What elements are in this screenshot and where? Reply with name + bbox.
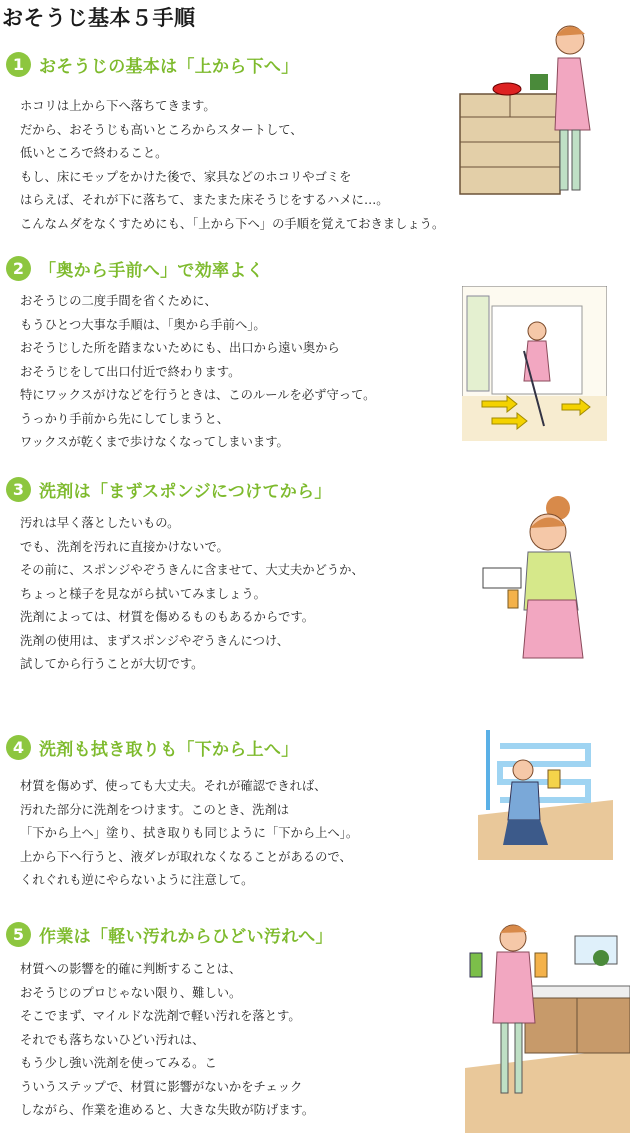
section-title: 作業は「軽い汚れからひどい汚れへ」 bbox=[39, 927, 333, 947]
body-line: 材質への影響を的確に判断することは、 bbox=[20, 962, 242, 976]
illustration-room-mopping bbox=[462, 286, 607, 441]
body-line: もう少し強い洗剤を使ってみる。こ bbox=[20, 1056, 217, 1070]
section-3-heading bbox=[6, 477, 332, 502]
body-line: だから、おそうじも高いところからスタートして、 bbox=[20, 122, 303, 137]
page-title: おそうじ基本５手順 bbox=[2, 6, 196, 30]
body-line: 汚れた部分に洗剤をつけます。このとき、洗剤は bbox=[20, 802, 290, 817]
body-line: そこでまず、マイルドな洗剤で軽い汚れを落とす。 bbox=[20, 1009, 301, 1023]
section-number-badge: 2 bbox=[6, 256, 31, 281]
body-line: 洗剤の使用は、まずスポンジやぞうきんにつけ、 bbox=[20, 633, 289, 648]
body-line: ワックスが乾くまで歩けなくなってしまいます。 bbox=[20, 435, 289, 449]
section-1-heading bbox=[6, 52, 299, 77]
illustration-man-wiping-wall bbox=[478, 720, 613, 860]
body-line: 上から下へ行うと、液ダレが取れなくなることがあるので、 bbox=[20, 849, 352, 864]
body-line: 汚れは早く落としたいもの。 bbox=[20, 516, 180, 530]
body-line: おそうじのプロじゃない限り、難しい。 bbox=[20, 985, 242, 1000]
body-line: もし、床にモップをかけた後で、家具などのホコリやゴミを bbox=[20, 169, 352, 184]
section-number-badge: 4 bbox=[6, 735, 31, 760]
body-line: おそうじをして出口付近で終わります。 bbox=[20, 364, 241, 379]
body-line: ちょっと様子を見ながら拭いてみましょう。 bbox=[20, 586, 266, 601]
body-line: しながら、作業を進めると、大きな失敗が防げます。 bbox=[20, 1103, 315, 1117]
section-title: 「奥から手前へ」で効率よく bbox=[39, 261, 264, 281]
body-line: 洗剤によっては、材質を傷めるものもあるからです。 bbox=[20, 610, 315, 624]
body-line: くれぐれも逆にやらないように注意して。 bbox=[20, 873, 254, 887]
section-3-body bbox=[20, 512, 364, 677]
section-5-body bbox=[20, 958, 314, 1123]
section-4-heading bbox=[6, 735, 299, 760]
section-number-badge: 3 bbox=[6, 477, 31, 502]
body-line: その前に、スポンジやぞうきんに含ませて、大丈夫かどうか、 bbox=[20, 563, 364, 577]
body-line: 特にワックスがけなどを行うときは、このルールを必ず守って。 bbox=[20, 388, 376, 402]
illustration-woman-sponge bbox=[478, 490, 593, 665]
body-line: もうひとつ大事な手順は、「奥から手前へ」。 bbox=[20, 317, 266, 332]
body-line: 材質を傷めず、使っても大丈夫。それが確認できれば、 bbox=[20, 779, 327, 793]
body-line: ホコリは上から下へ落ちてきます。 bbox=[20, 99, 216, 113]
body-line: はらえば、それが下に落ちて、またまた床そうじをするハメに…。 bbox=[20, 193, 389, 207]
section-2-body bbox=[20, 290, 375, 455]
body-line: おそうじした所を踏まないためにも、出口から遠い奥から bbox=[20, 341, 340, 355]
body-line: でも、洗剤を汚れに直接かけないで。 bbox=[20, 539, 229, 554]
body-line: 試してから行うことが大切です。 bbox=[20, 657, 204, 671]
section-1-body bbox=[20, 95, 444, 236]
illustration-kitchen-sprays bbox=[465, 918, 630, 1133]
section-4-body bbox=[20, 775, 358, 893]
body-line: 「下から上へ」塗り、拭き取りも同じように「下から上へ」。 bbox=[20, 826, 359, 840]
section-title: おそうじの基本は「上から下へ」 bbox=[39, 57, 299, 77]
section-title: 洗剤は「まずスポンジにつけてから」 bbox=[39, 482, 332, 502]
body-line: うっかり手前から先にしてしまうと、 bbox=[20, 411, 230, 426]
body-line: こんなムダをなくすためにも、「上から下へ」の手順を覚えておきましょう。 bbox=[20, 216, 445, 231]
section-title: 洗剤も拭き取りも「下から上へ」 bbox=[39, 740, 299, 760]
section-number-badge: 5 bbox=[6, 922, 31, 947]
body-line: ういうステップで、材質に影響がないかをチェック bbox=[20, 1079, 303, 1094]
body-line: おそうじの二度手間を省くために、 bbox=[20, 294, 217, 308]
body-line: 低いところで終わること。 bbox=[20, 146, 168, 160]
illustration-dresser-woman bbox=[455, 12, 615, 202]
section-number-badge: 1 bbox=[6, 52, 31, 77]
body-line: それでも落ちないひどい汚れは、 bbox=[20, 1032, 205, 1047]
section-2-heading bbox=[6, 256, 264, 281]
section-5-heading bbox=[6, 922, 333, 947]
